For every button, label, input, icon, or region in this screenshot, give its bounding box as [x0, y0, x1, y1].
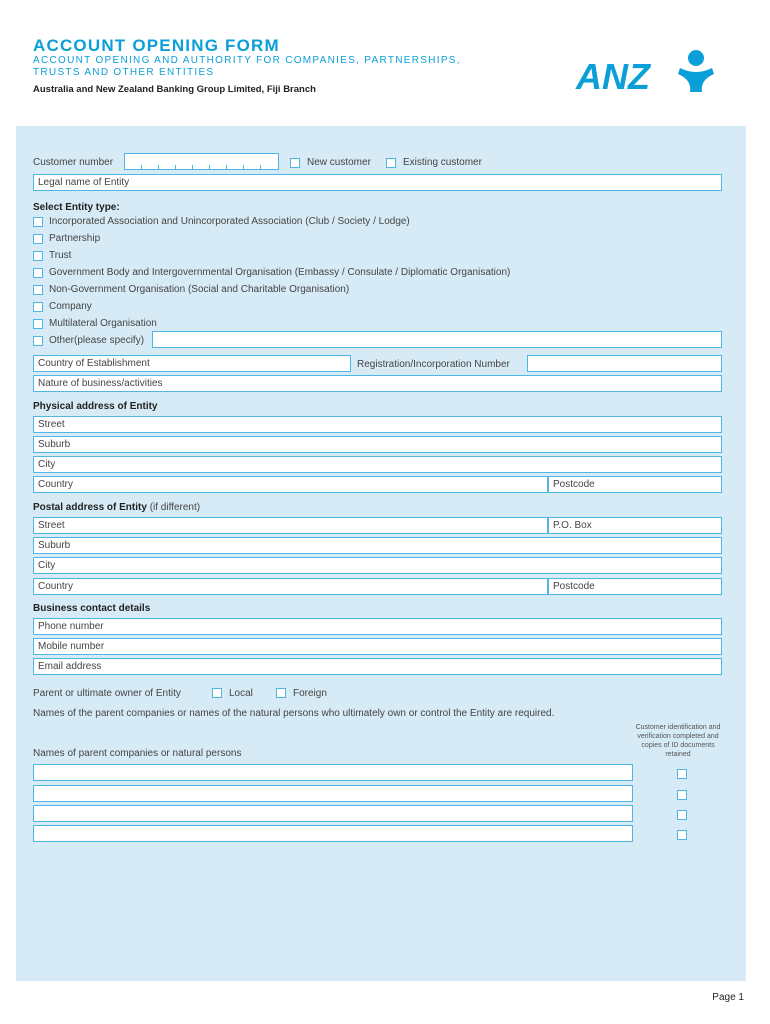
postal-address-note: (if different)	[149, 502, 201, 513]
postal-address-title: Postal address of Entity	[33, 502, 147, 513]
email-address-field[interactable]: Email address	[33, 658, 722, 675]
country-establishment-field[interactable]: Country of Establishment	[33, 355, 351, 372]
existing-customer-checkbox[interactable]	[386, 158, 396, 168]
parent-names-label: Names of parent companies or natural persons	[33, 748, 242, 759]
entity-option-label: Multilateral Organisation	[49, 318, 157, 329]
entity-option-label: Partnership	[49, 233, 101, 244]
physical-city-field[interactable]: City	[33, 456, 722, 473]
form-title: ACCOUNT OPENING FORM	[33, 36, 280, 55]
registration-number-label: Registration/Incorporation Number	[357, 359, 510, 370]
registration-number-field[interactable]	[527, 355, 722, 372]
form-subtitle: ACCOUNT OPENING AND AUTHORITY FOR COMPANIES, PARTNERSHIPS, TRUSTS AND OTHER ENTITIES	[33, 55, 461, 78]
page-number: Page 1	[712, 992, 744, 1003]
legal-name-field[interactable]: Legal name of Entity	[33, 174, 722, 191]
entity-option-label: Non-Government Organisation (Social and Charitable Organisation)	[49, 284, 350, 295]
entity-multilateral-checkbox[interactable]	[33, 319, 43, 329]
new-customer-label: New customer	[307, 157, 371, 168]
branch-name: Australia and New Zealand Banking Group Limited, Fiji Branch	[33, 84, 316, 95]
postal-country-field[interactable]: Country	[33, 578, 548, 595]
digit-divider	[209, 165, 210, 169]
verification-checkbox-3[interactable]	[677, 810, 687, 820]
parent-owner-label: Parent or ultimate owner of Entity	[33, 688, 181, 699]
entity-government-checkbox[interactable]	[33, 268, 43, 278]
digit-divider	[260, 165, 261, 169]
entity-company-checkbox[interactable]	[33, 302, 43, 312]
phone-number-field[interactable]: Phone number	[33, 618, 722, 635]
digit-divider	[158, 165, 159, 169]
existing-customer-label: Existing customer	[403, 157, 482, 168]
digit-divider	[175, 165, 176, 169]
postal-pobox-field[interactable]: P.O. Box	[548, 517, 722, 534]
digit-divider	[141, 165, 142, 169]
parent-name-field-2[interactable]	[33, 785, 633, 802]
postal-suburb-field[interactable]: Suburb	[33, 537, 722, 554]
parent-local-label: Local	[229, 688, 253, 699]
parent-foreign-label: Foreign	[293, 688, 327, 699]
postal-city-field[interactable]: City	[33, 557, 722, 574]
postal-postcode-field[interactable]: Postcode	[548, 578, 722, 595]
entity-option-label: Government Body and Intergovernmental Organisation (Embassy / Consulate / Diplomatic Organisation)	[49, 267, 511, 278]
parent-name-field-3[interactable]	[33, 805, 633, 822]
entity-partnership-checkbox[interactable]	[33, 234, 43, 244]
verification-note: Customer identification and verification completed and copies of ID documents retained	[635, 724, 721, 758]
parent-name-field-1[interactable]	[33, 764, 633, 781]
customer-number-input[interactable]	[124, 153, 279, 170]
parent-local-checkbox[interactable]	[212, 688, 222, 698]
parent-name-field-4[interactable]	[33, 825, 633, 842]
anz-logo-body	[678, 68, 714, 92]
entity-type-heading: Select Entity type:	[33, 202, 120, 213]
mobile-number-field[interactable]: Mobile number	[33, 638, 722, 655]
parent-requirement-note: Names of the parent companies or names of the natural persons who ultimately own or control the Entity are required.	[33, 708, 555, 719]
digit-divider	[192, 165, 193, 169]
other-specify-field[interactable]	[152, 331, 722, 348]
entity-association-checkbox[interactable]	[33, 217, 43, 227]
digit-divider	[226, 165, 227, 169]
verification-checkbox-2[interactable]	[677, 790, 687, 800]
anz-logo-text: ANZ	[576, 56, 650, 96]
entity-option-label: Trust	[49, 250, 72, 261]
verification-checkbox-4[interactable]	[677, 830, 687, 840]
nature-of-business-field[interactable]: Nature of business/activities	[33, 375, 722, 392]
customer-number-label: Customer number	[33, 157, 114, 168]
new-customer-checkbox[interactable]	[290, 158, 300, 168]
entity-option-label: Company	[49, 301, 92, 312]
entity-option-label: Incorporated Association and Unincorporated Association (Club / Society / Lodge)	[49, 216, 410, 227]
physical-address-heading: Physical address of Entity	[33, 401, 158, 412]
physical-street-field[interactable]: Street	[33, 416, 722, 433]
postal-street-field[interactable]: Street	[33, 517, 548, 534]
physical-suburb-field[interactable]: Suburb	[33, 436, 722, 453]
entity-ngo-checkbox[interactable]	[33, 285, 43, 295]
parent-foreign-checkbox[interactable]	[276, 688, 286, 698]
entity-trust-checkbox[interactable]	[33, 251, 43, 261]
postal-address-heading	[33, 502, 200, 513]
physical-country-field[interactable]: Country	[33, 476, 548, 493]
entity-option-label: Other(please specify)	[49, 335, 145, 346]
entity-other-checkbox[interactable]	[33, 336, 43, 346]
anz-logo	[574, 46, 724, 96]
digit-divider	[243, 165, 244, 169]
anz-logo-head	[688, 50, 704, 66]
verification-checkbox-1[interactable]	[677, 769, 687, 779]
physical-postcode-field[interactable]: Postcode	[548, 476, 722, 493]
anz-logo-graphic	[574, 46, 724, 96]
contact-heading: Business contact details	[33, 603, 151, 614]
